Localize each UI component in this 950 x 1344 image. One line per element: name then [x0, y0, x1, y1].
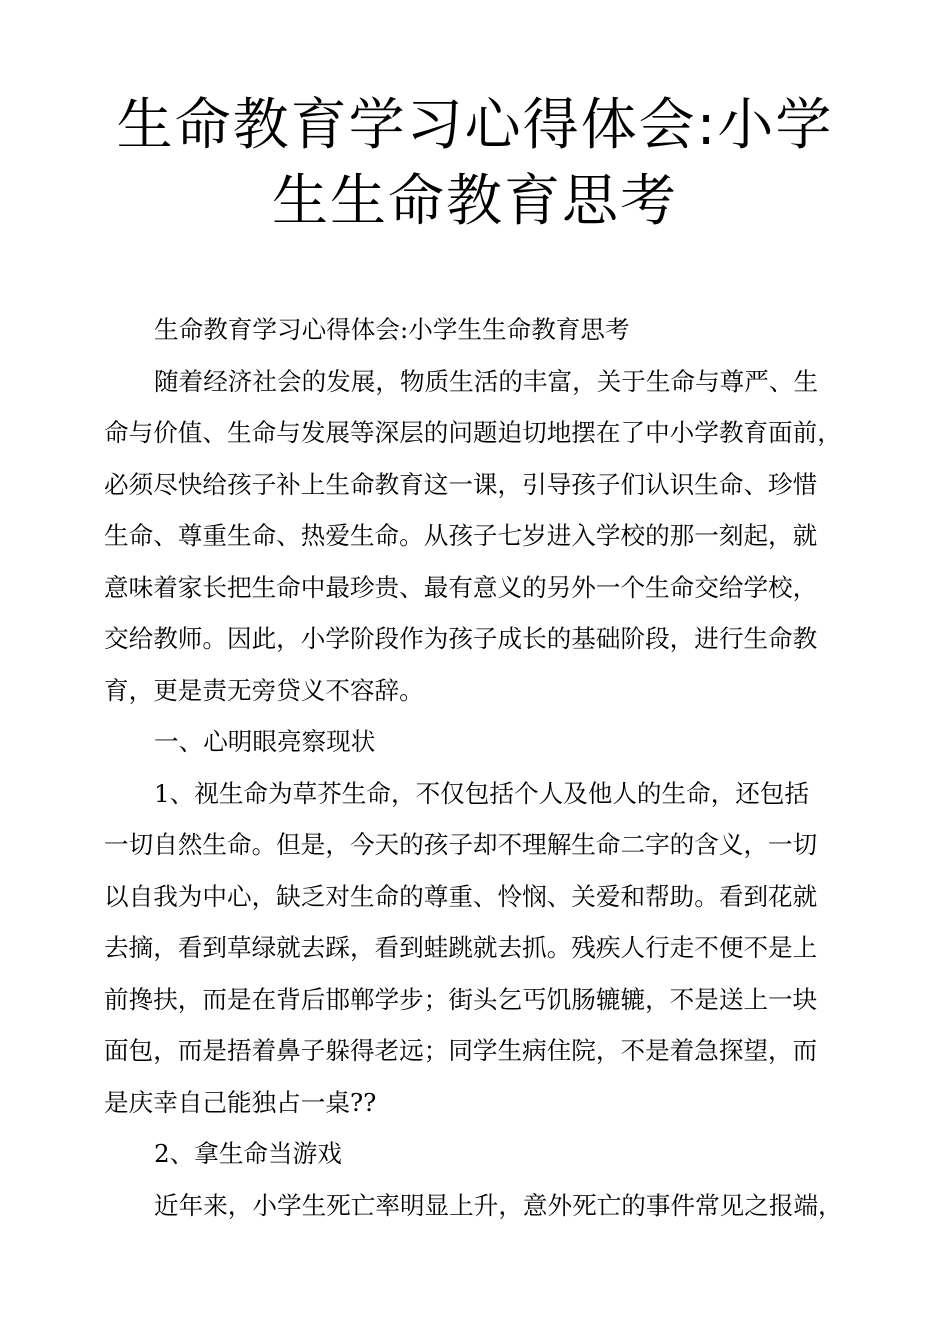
section-heading: 一、心明眼亮察现状 [154, 727, 376, 756]
paragraph-line: 前搀扶，而是在背后邯郸学步；街头乞丐饥肠辘辘，不是送上一块 [104, 984, 818, 1014]
paragraph-line: 生命、尊重生命、热爱生命。从孩子七岁进入学校的那一刻起，就 [104, 521, 818, 550]
paragraph-line: 是庆幸自己能独占一桌?? [104, 1087, 377, 1117]
document-body [104, 304, 856, 1231]
title-line: 生生命教育思考 [272, 169, 678, 234]
paragraph-line: 交给教师。因此，小学阶段作为孩子成长的基础阶段，进行生命教 [104, 624, 818, 653]
paragraph-line: 以自我为中心，缺乏对生命的尊重、怜悯、关爱和帮助。看到花就 [104, 881, 818, 911]
paragraph-line: 必须尽快给孩子补上生命教育这一课，引导孩子们认识生命、珍惜 [104, 469, 818, 499]
paragraph-line: 育，更是责无旁贷义不容辞。 [104, 675, 424, 705]
document-title [100, 88, 850, 240]
paragraph-line: 随着经济社会的发展，物质生活的丰富，关于生命与尊严、生 [154, 366, 819, 396]
paragraph-line: 意味着家长把生命中最珍贵、最有意义的另外一个生命交给学校， [104, 572, 818, 602]
paragraph-line: 面包，而是捂着鼻子躲得老远；同学生病住院，不是着急探望，而 [104, 1036, 818, 1065]
subtitle-line: 生命教育学习心得体会:小学生生命教育思考 [154, 315, 630, 344]
paragraph-line: 一切自然生命。但是，今天的孩子却不理解生命二字的含义，一切 [104, 830, 818, 859]
paragraph-line: 去摘，看到草绿就去踩，看到蛙跳就去抓。残疾人行走不便不是上 [104, 933, 818, 962]
title-line: 生命教育学习心得体会:小学 [116, 93, 834, 158]
paragraph-line: 近年来，小学生死亡率明显上升，意外死亡的事件常见之报端， [154, 1190, 843, 1220]
paragraph-line: 1、视生命为草芥生命，不仅包括个人及他人的生命，还包括 [154, 778, 810, 808]
paragraph-line: 命与价值、生命与发展等深层的问题迫切地摆在了中小学教育面前， [104, 418, 842, 447]
subsection-heading: 2、拿生命当游戏 [154, 1139, 342, 1168]
